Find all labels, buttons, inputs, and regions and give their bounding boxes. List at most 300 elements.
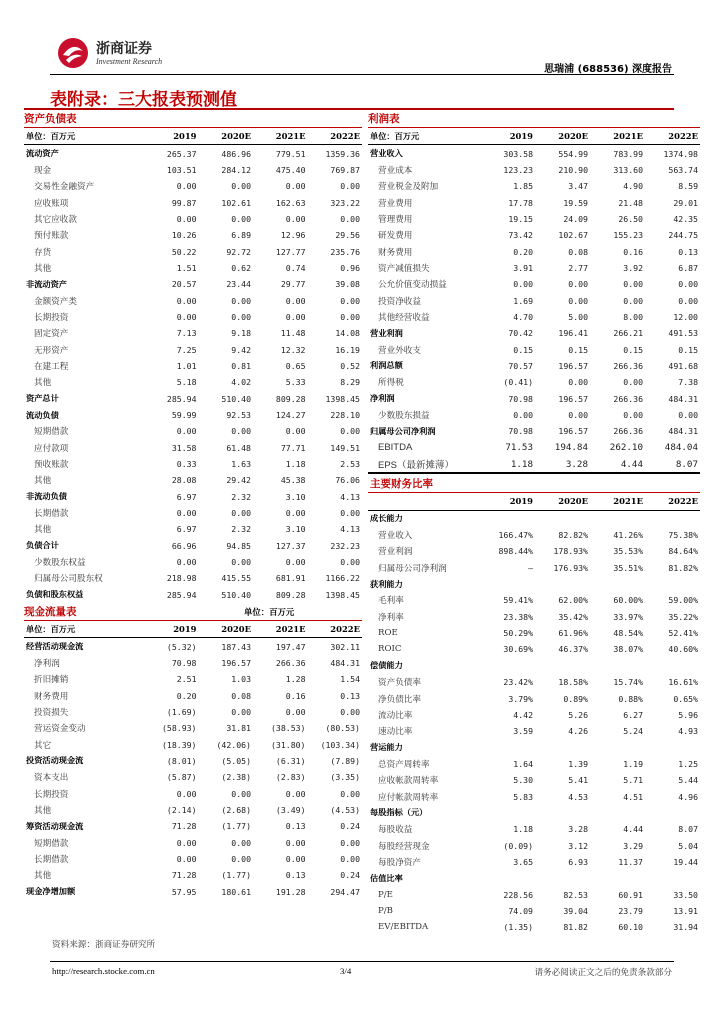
- table-row: [368, 162, 700, 178]
- row-value: 4.13: [340, 491, 360, 502]
- row-value: 1.03: [231, 674, 251, 685]
- row-value: 0.00: [623, 279, 643, 290]
- row-value: 1.28: [285, 674, 306, 685]
- table-row: [24, 505, 362, 521]
- row-value: 0.00: [176, 426, 197, 437]
- row-value: [535, 739, 590, 755]
- row-value: 265.37: [166, 148, 197, 159]
- row-value: 1.39: [568, 758, 588, 769]
- row-label: 营业成本: [378, 165, 413, 176]
- table-row: [368, 341, 700, 357]
- row-value: 1.18: [480, 456, 535, 473]
- row-value: 266.36: [613, 426, 643, 437]
- row-value: (1.35): [503, 922, 533, 933]
- row-label: 毛利率: [378, 596, 404, 607]
- row-label: 资本支出: [34, 773, 69, 784]
- row-value: 218.98: [166, 573, 197, 584]
- row-value: 35.51%: [613, 562, 643, 573]
- row-label: ROIC: [378, 644, 402, 655]
- table-row: [368, 886, 700, 902]
- row-value: 0.00: [340, 508, 360, 519]
- row-value: 81.82%: [668, 562, 698, 573]
- table-row: [24, 211, 362, 227]
- row-value: 41.26%: [613, 530, 643, 541]
- row-label: 其他经营收益: [378, 312, 430, 323]
- row-label: 净利润: [370, 393, 395, 404]
- table-row: [24, 834, 362, 850]
- row-value: 0.00: [285, 557, 306, 568]
- row-value: 71.28: [171, 870, 197, 881]
- row-label: 归属母公司净利润: [370, 425, 436, 436]
- row-value: 50.22: [171, 246, 197, 257]
- row-label: 其他: [34, 805, 52, 816]
- row-value: 5.26: [568, 709, 588, 720]
- row-label: 公允价值变动损益: [378, 280, 447, 291]
- row-value: [645, 805, 700, 821]
- row-label: 营业利润: [370, 327, 403, 338]
- row-value: 0.00: [231, 181, 251, 192]
- row-label: 长期借款: [34, 509, 69, 520]
- year-header: 2021E: [253, 128, 308, 145]
- year-header: 2021E: [590, 493, 645, 510]
- row-value: 779.51: [275, 148, 306, 159]
- row-value: [535, 805, 590, 821]
- table-row: [24, 162, 362, 178]
- footer-url-link[interactable]: http://research.stocke.com.cn: [52, 966, 155, 976]
- row-value: [590, 510, 645, 527]
- row-value: 6.93: [568, 856, 588, 867]
- income-body: [368, 145, 700, 473]
- row-label: 应收账项: [34, 198, 69, 209]
- row-value: 4.70: [513, 311, 533, 322]
- row-value: 0.00: [340, 213, 360, 224]
- row-value: [645, 658, 700, 674]
- table-row: [368, 854, 700, 870]
- table-row: [368, 260, 700, 276]
- table-row: [368, 641, 700, 657]
- source-note: 资料来源：浙商证券研究所: [52, 940, 156, 950]
- row-value: 898.44%: [498, 546, 533, 557]
- row-value: [535, 510, 590, 527]
- row-value: 3.92: [623, 262, 643, 273]
- row-value: 8.07: [645, 456, 700, 473]
- row-value: 0.00: [285, 837, 306, 848]
- year-header: 2022E: [308, 621, 363, 638]
- row-value: (4.53): [330, 804, 360, 815]
- row-value: 35.22%: [668, 611, 698, 622]
- row-value: 82.53: [563, 889, 588, 900]
- row-value: 228.10: [330, 410, 360, 421]
- row-value: 0.88%: [618, 693, 643, 704]
- table-row: [368, 374, 700, 390]
- row-value: 191.28: [275, 886, 306, 897]
- row-label: 营业税金及附加: [378, 182, 439, 193]
- year-header: 2020E: [535, 128, 590, 145]
- balance-header-row: [24, 128, 362, 145]
- row-value: 31.94: [673, 922, 698, 933]
- table-row: [368, 510, 700, 527]
- row-value: 0.00: [231, 213, 251, 224]
- row-label: 资产负债率: [378, 678, 421, 689]
- table-row: [24, 276, 362, 292]
- row-value: 5.96: [678, 709, 698, 720]
- row-value: 10.26: [171, 230, 197, 241]
- table-row: [368, 625, 700, 641]
- table-row: [368, 292, 700, 308]
- row-value: 194.84: [554, 442, 588, 454]
- row-value: 0.24: [340, 870, 360, 881]
- row-value: 50.29%: [503, 628, 533, 639]
- row-value: 0.00: [340, 557, 360, 568]
- table-row: [368, 276, 700, 292]
- row-label: 财务费用: [378, 247, 413, 258]
- logo-text: 浙商证券: [96, 41, 152, 57]
- row-value: (5.87): [166, 772, 197, 783]
- row-value: 180.61: [221, 886, 251, 897]
- row-label: 其他: [34, 378, 52, 389]
- table-row: [24, 884, 362, 900]
- row-value: 123.23: [503, 164, 533, 175]
- row-value: [480, 576, 535, 592]
- row-label: 折旧摊销: [34, 675, 69, 686]
- row-value: (31.80): [270, 739, 306, 750]
- table-row: [368, 211, 700, 227]
- row-value: 176.93%: [553, 562, 588, 573]
- row-label: 利润总额: [370, 360, 403, 371]
- table-row: [368, 837, 700, 853]
- row-value: (7.89): [330, 755, 360, 766]
- cash-flow-header-row: [24, 621, 362, 638]
- row-value: 3.28: [568, 824, 588, 835]
- table-row: [24, 521, 362, 537]
- row-value: 266.36: [275, 657, 306, 668]
- row-value: 1.85: [513, 181, 533, 192]
- row-value: 0.65%: [673, 693, 698, 704]
- table-row: [24, 570, 362, 586]
- row-value: (2.83): [275, 772, 306, 783]
- row-value: 12.00: [673, 311, 698, 322]
- row-value: 3.65: [513, 856, 533, 867]
- year-header: 2020E: [199, 128, 254, 145]
- row-value: 0.00: [340, 706, 360, 717]
- table-row: [24, 720, 362, 736]
- table-row: [24, 489, 362, 505]
- row-value: 563.74: [668, 164, 698, 175]
- row-label: 每股净资产: [378, 857, 421, 868]
- table-row: [24, 769, 362, 785]
- row-value: 0.00: [623, 410, 643, 421]
- row-label: 金额资产类: [34, 296, 77, 307]
- row-value: 11.37: [618, 856, 643, 867]
- row-value: [590, 576, 645, 592]
- row-value: 0.00: [568, 295, 588, 306]
- row-value: 57.95: [171, 886, 197, 897]
- row-label: 非流动负债: [26, 491, 67, 502]
- table-row: [24, 407, 362, 423]
- row-label: EV/EBITDA: [378, 922, 429, 933]
- row-value: 285.94: [166, 589, 197, 600]
- row-value: 0.00: [513, 279, 533, 290]
- row-value: 33.97%: [613, 611, 643, 622]
- ratios-title-row: [368, 473, 700, 493]
- row-value: 294.47: [330, 886, 360, 897]
- year-header: 2021E: [253, 621, 308, 638]
- table-row: [24, 587, 362, 603]
- row-label: 偿债能力: [370, 660, 403, 671]
- table-row: [24, 456, 362, 472]
- row-value: 6.87: [678, 262, 698, 273]
- unit-label: 单位：百万元: [24, 621, 144, 638]
- row-value: 0.00: [231, 853, 251, 864]
- row-value: 162.63: [275, 197, 306, 208]
- row-value: 1359.36: [325, 148, 360, 159]
- row-value: 0.00: [340, 295, 360, 306]
- row-value: 0.00: [340, 426, 360, 437]
- table-row: [368, 527, 700, 543]
- row-value: 302.11: [330, 641, 360, 652]
- row-value: 0.13: [340, 690, 360, 701]
- row-value: 127.77: [275, 246, 306, 257]
- row-value: 103.51: [166, 164, 197, 175]
- row-label: 营业外收支: [378, 345, 421, 356]
- row-value: 6.97: [176, 491, 197, 502]
- row-value: 77.71: [280, 442, 306, 453]
- row-value: 70.98: [171, 657, 197, 668]
- row-value: [535, 576, 590, 592]
- table-row: [24, 818, 362, 834]
- row-value: 8.29: [340, 377, 360, 388]
- row-value: 24.09: [563, 213, 588, 224]
- table-row: [368, 903, 700, 919]
- row-value: 0.00: [285, 295, 306, 306]
- row-value: 26.50: [618, 213, 643, 224]
- row-value: 210.90: [558, 164, 588, 175]
- row-label: 投资损失: [34, 707, 69, 718]
- row-value: 0.00: [340, 181, 360, 192]
- row-value: 60.00%: [613, 595, 643, 606]
- row-value: 1374.98: [663, 148, 698, 159]
- row-label: 归属母公司股东权: [34, 574, 103, 585]
- header-divider: [50, 74, 674, 75]
- table-row: [368, 178, 700, 194]
- row-value: 18.58%: [558, 677, 588, 688]
- row-value: 42.35: [673, 213, 698, 224]
- row-value: 1.64: [513, 758, 533, 769]
- table-row: [368, 919, 700, 935]
- row-value: 491.53: [668, 328, 698, 339]
- row-value: (42.06): [216, 739, 251, 750]
- row-value: 21.48: [618, 197, 643, 208]
- row-value: 35.53%: [613, 546, 643, 557]
- row-label: 经营活动现金流: [26, 641, 84, 652]
- row-value: 0.00: [176, 213, 197, 224]
- row-value: 39.08: [335, 279, 360, 290]
- row-value: 7.25: [176, 344, 197, 355]
- row-label: 资产总计: [26, 393, 59, 404]
- row-value: (0.41): [503, 377, 533, 388]
- row-value: 12.96: [280, 230, 306, 241]
- row-value: 486.96: [221, 148, 251, 159]
- row-value: 232.23: [330, 540, 360, 551]
- year-header: 2019: [480, 128, 535, 145]
- row-value: (3.49): [275, 804, 306, 815]
- income-panel: [368, 111, 700, 936]
- row-value: 1.01: [176, 360, 197, 371]
- row-value: 0.15: [513, 344, 533, 355]
- row-label: P/E: [378, 889, 393, 900]
- table-row: [368, 723, 700, 739]
- table-row: [24, 440, 362, 456]
- row-value: 17.78: [508, 197, 533, 208]
- row-value: (0.09): [503, 840, 533, 851]
- row-label: 流动比率: [378, 710, 413, 721]
- ratios-header-blank: [368, 493, 480, 510]
- table-row: [368, 243, 700, 259]
- row-value: 0.00: [340, 837, 360, 848]
- row-label: 非流动资产: [26, 278, 67, 289]
- logo-mark-icon: [56, 36, 90, 70]
- row-value: 99.87: [171, 197, 197, 208]
- disclaimer-note: 请务必阅读正文之后的免责条款部分: [534, 968, 672, 978]
- row-value: 0.00: [285, 426, 306, 437]
- row-value: 61.96%: [558, 628, 588, 639]
- table-row: [24, 194, 362, 210]
- table-row: [24, 538, 362, 554]
- row-value: 29.01: [673, 197, 698, 208]
- row-value: 52.41%: [668, 628, 698, 639]
- table-row: [24, 554, 362, 570]
- row-label: 长期借款: [34, 854, 69, 865]
- row-value: 4.13: [340, 524, 360, 535]
- row-value: 178.93%: [553, 546, 588, 557]
- row-value: 4.42: [513, 709, 533, 720]
- row-value: 0.00: [340, 311, 360, 322]
- row-value: 12.32: [280, 344, 306, 355]
- row-value: 5.00: [568, 311, 588, 322]
- row-value: 554.99: [558, 148, 588, 159]
- row-value: 0.00: [513, 410, 533, 421]
- row-label: 预收账款: [34, 460, 69, 471]
- row-label: 其他: [34, 476, 52, 487]
- ratios-head: [368, 473, 700, 510]
- row-value: 0.00: [340, 853, 360, 864]
- row-value: 94.85: [226, 540, 251, 551]
- table-row: [368, 756, 700, 772]
- table-row: [368, 560, 700, 576]
- row-label: 估值比率: [370, 872, 403, 883]
- row-value: 76.06: [335, 475, 360, 486]
- row-value: 475.40: [275, 164, 306, 175]
- row-value: 0.00: [285, 181, 306, 192]
- row-label: ROE: [378, 628, 398, 639]
- row-value: 4.96: [678, 791, 698, 802]
- table-row: [368, 325, 700, 341]
- row-value: 73.42: [508, 230, 533, 241]
- row-value: 187.43: [221, 641, 251, 652]
- table-row: [24, 423, 362, 439]
- row-value: 30.69%: [503, 644, 533, 655]
- row-value: [645, 870, 700, 886]
- row-value: 8.59: [678, 181, 698, 192]
- row-value: 11.48: [280, 328, 306, 339]
- row-value: 102.61: [221, 197, 251, 208]
- table-row: [24, 227, 362, 243]
- row-value: 266.36: [613, 360, 643, 371]
- heading-divider: [24, 108, 674, 110]
- table-row: [368, 805, 700, 821]
- row-label: 营业收入: [378, 531, 413, 542]
- row-value: 7.13: [176, 328, 197, 339]
- row-value: 266.36: [613, 393, 643, 404]
- ratios-header-row: [368, 493, 700, 510]
- row-value: 81.82: [563, 922, 588, 933]
- row-value: 60.10: [618, 922, 643, 933]
- table-row: [24, 243, 362, 259]
- row-value: 484.04: [664, 442, 698, 454]
- row-value: 809.28: [275, 393, 306, 404]
- row-value: 149.51: [330, 442, 360, 453]
- row-label: 资产减值损失: [378, 263, 430, 274]
- row-value: –: [528, 562, 533, 573]
- row-value: 0.00: [623, 377, 643, 388]
- row-value: 9.42: [231, 344, 251, 355]
- row-value: 33.50: [673, 889, 698, 900]
- table-row: [368, 772, 700, 788]
- row-value: 23.38%: [503, 611, 533, 622]
- table-row: [368, 674, 700, 690]
- row-value: 262.10: [609, 442, 643, 454]
- row-value: 0.16: [285, 690, 306, 701]
- year-header: 2020E: [535, 493, 590, 510]
- row-label: 净利率: [378, 612, 404, 623]
- row-label: 应付帐款周转率: [378, 792, 439, 803]
- row-label: 每股指标（元）: [370, 807, 428, 818]
- table-row: [24, 472, 362, 488]
- table-row: [368, 227, 700, 243]
- row-value: (2.68): [221, 804, 251, 815]
- row-value: (3.35): [330, 772, 360, 783]
- row-value: (2.14): [166, 804, 197, 815]
- row-value: 1398.45: [325, 393, 360, 404]
- row-value: 0.00: [285, 853, 306, 864]
- row-label: 交易性金融资产: [34, 182, 95, 193]
- table-row: [24, 687, 362, 703]
- row-label: 营业利润: [378, 547, 413, 558]
- row-value: 92.53: [226, 410, 251, 421]
- row-label: 长期投资: [34, 312, 69, 323]
- row-value: 3.12: [568, 840, 588, 851]
- row-value: 155.23: [613, 230, 643, 241]
- row-value: [645, 739, 700, 755]
- row-value: 196.57: [558, 360, 588, 371]
- row-value: 0.00: [176, 295, 197, 306]
- row-label: 总资产周转率: [378, 759, 430, 770]
- row-value: (38.53): [270, 723, 306, 734]
- row-value: 3.91: [513, 262, 533, 273]
- income-table: [368, 128, 700, 936]
- row-value: 0.00: [568, 410, 588, 421]
- row-label: 应付款项: [34, 443, 69, 454]
- row-value: 66.96: [171, 540, 197, 551]
- row-label: 财务费用: [34, 691, 69, 702]
- table-row: [368, 309, 700, 325]
- row-value: 0.15: [623, 344, 643, 355]
- row-label: 每股收益: [378, 825, 413, 836]
- row-value: 4.02: [231, 377, 251, 388]
- row-label: 少数股东权益: [34, 558, 86, 569]
- row-value: 84.64%: [668, 546, 698, 557]
- row-value: [480, 658, 535, 674]
